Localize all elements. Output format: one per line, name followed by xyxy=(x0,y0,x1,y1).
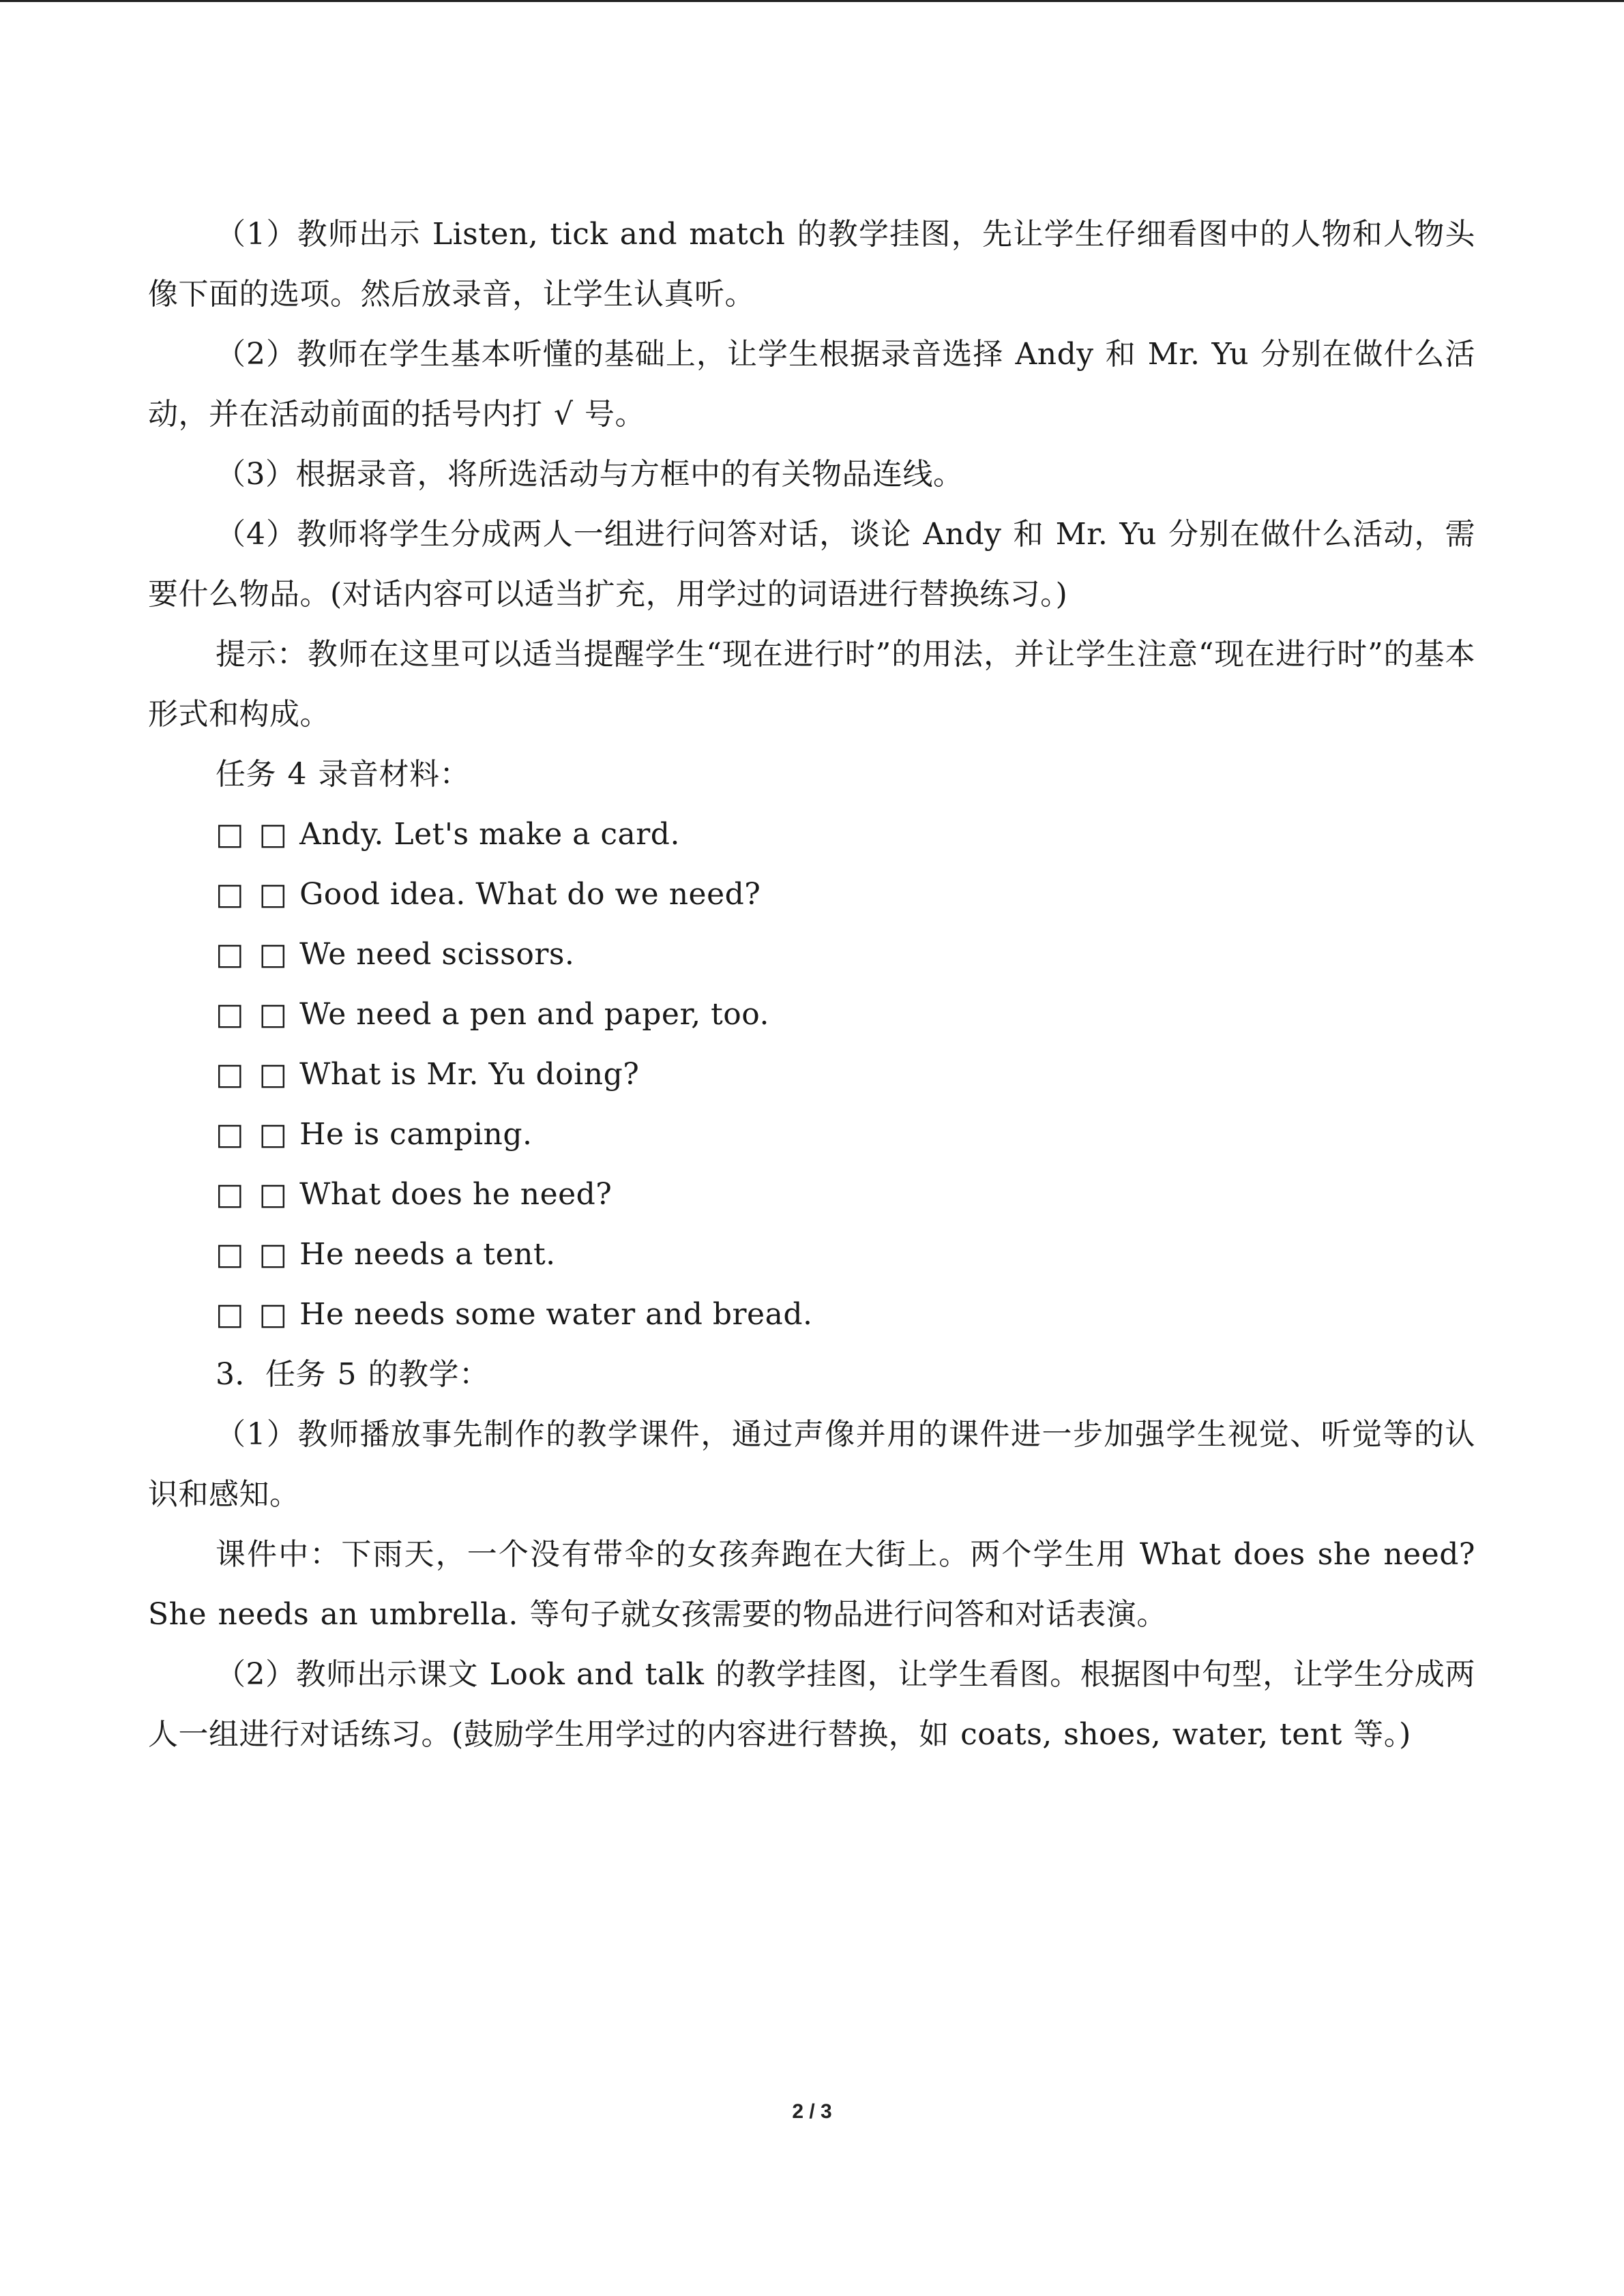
dialogue-line xyxy=(148,1225,1475,1285)
dialogue-text: Andy. Let's make a card. xyxy=(299,817,680,852)
document-body xyxy=(148,205,1475,1765)
dialogue-text: He needs some water and bread. xyxy=(299,1297,813,1332)
dialogue-line xyxy=(148,865,1475,925)
dialogue-text: What is Mr. Yu doing? xyxy=(299,1057,640,1092)
paragraph-tip: 提示：教师在这里可以适当提醒学生“现在进行时”的用法，并让学生注意“现在进行时”的基本形式和构成。 xyxy=(148,637,1475,732)
dialogue-line xyxy=(148,1045,1475,1105)
paragraph-step-3: （3）根据录音，将所选活动与方框中的有关物品连线。 xyxy=(216,457,964,492)
placeholder-boxes: □ □ xyxy=(216,817,291,852)
placeholder-boxes: □ □ xyxy=(216,937,291,972)
paragraph-step-2: （2）教师在学生基本听懂的基础上，让学生根据录音选择 Andy 和 Mr. Yu 分别在做什么活动，并在活动前面的括号内打 √ 号。 xyxy=(148,337,1475,432)
dialogue-line xyxy=(148,805,1475,865)
dialogue-text: Good idea. What do we need? xyxy=(299,877,761,912)
placeholder-boxes: □ □ xyxy=(216,1117,291,1152)
dialogue-text: What does he need? xyxy=(299,1177,612,1212)
dialogue-line xyxy=(148,985,1475,1045)
dialogue-text: He needs a tent. xyxy=(299,1237,556,1272)
dialogue-line xyxy=(148,1285,1475,1345)
dialogue-line xyxy=(148,925,1475,985)
placeholder-boxes: □ □ xyxy=(216,1057,291,1092)
recording-heading: 任务 4 录音材料： xyxy=(216,757,470,792)
paragraph-courseware: 课件中：下雨天，一个没有带伞的女孩奔跑在大街上。两个学生用 What does she need? She needs an umbrella. 等句子就女孩需要的物品进行问答和对话表演。 xyxy=(148,1537,1475,1632)
placeholder-boxes: □ □ xyxy=(216,877,291,912)
dialogue-text: We need a pen and paper, too. xyxy=(299,997,769,1032)
placeholder-boxes: □ □ xyxy=(216,1237,291,1272)
placeholder-boxes: □ □ xyxy=(216,997,291,1032)
top-border xyxy=(0,0,1624,2)
dialogue-text: We need scissors. xyxy=(299,937,575,972)
dialogue-line xyxy=(148,1165,1475,1225)
section-heading-task-5: 3．任务 5 的教学： xyxy=(216,1357,490,1392)
paragraph-task5-step-1: （1）教师播放事先制作的教学课件，通过声像并用的课件进一步加强学生视觉、听觉等的认识和感知。 xyxy=(148,1417,1475,1512)
page-number: 2 / 3 xyxy=(792,2100,832,2123)
paragraph-task5-step-2: （2）教师出示课文 Look and talk 的教学挂图，让学生看图。根据图中句型，让学生分成两人一组进行对话练习。(鼓励学生用学过的内容进行替换，如 coats, shoes, water, tent 等。) xyxy=(148,1657,1475,1752)
paragraph-step-4: （4）教师将学生分成两人一组进行问答对话，谈论 Andy 和 Mr. Yu 分别在做什么活动，需要什么物品。(对话内容可以适当扩充，用学过的词语进行替换练习。) xyxy=(148,517,1475,612)
dialogue-text: He is camping. xyxy=(299,1117,533,1152)
dialogue-line xyxy=(148,1105,1475,1165)
placeholder-boxes: □ □ xyxy=(216,1177,291,1212)
paragraph-step-1: （1）教师出示 Listen, tick and match 的教学挂图，先让学生仔细看图中的人物和人物头像下面的选项。然后放录音，让学生认真听。 xyxy=(148,217,1475,312)
placeholder-boxes: □ □ xyxy=(216,1297,291,1332)
